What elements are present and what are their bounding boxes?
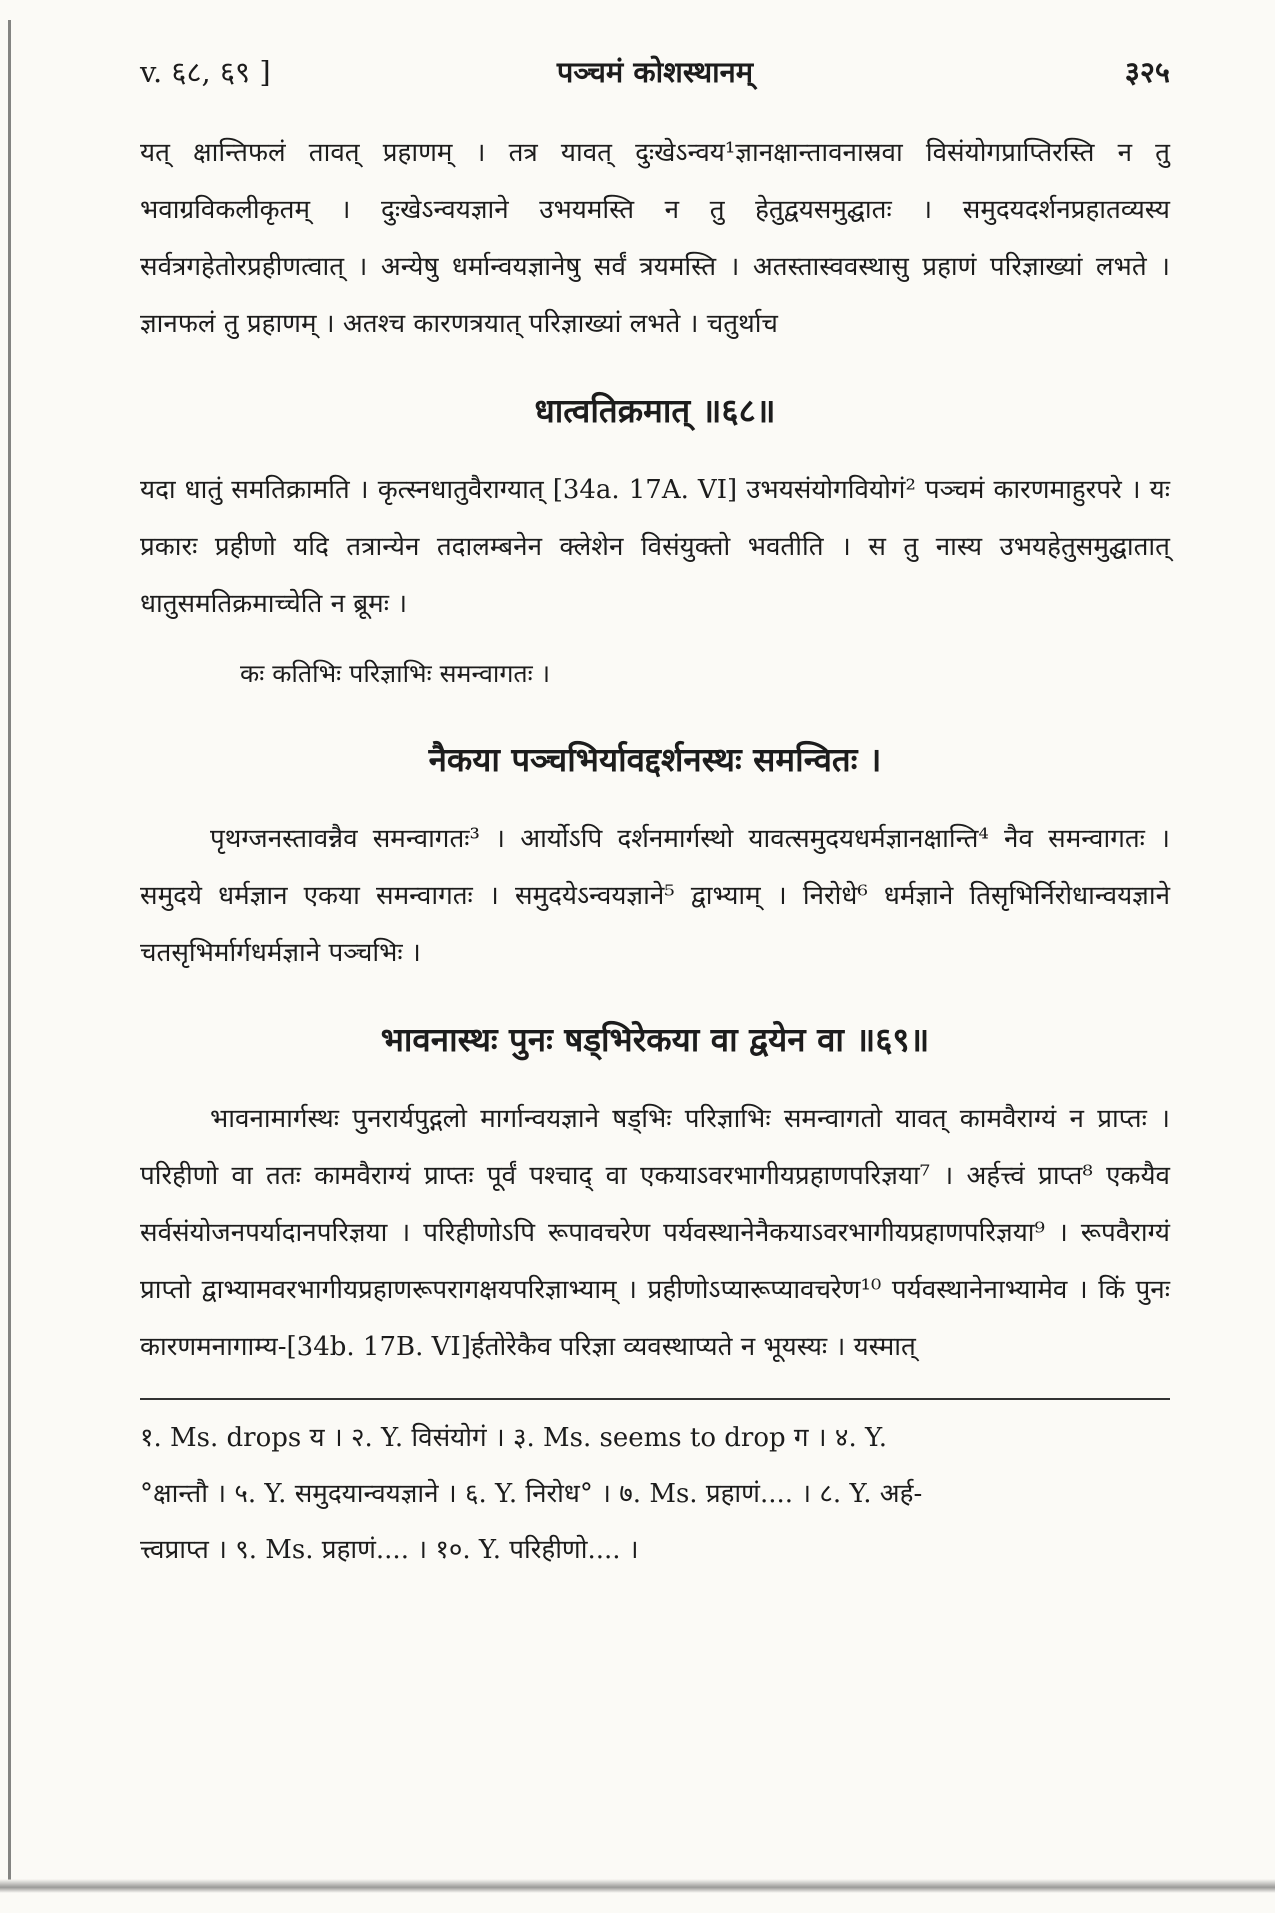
verse-range: v. ६८, ६९ ] [140, 55, 271, 89]
verse-68: धात्वतिक्रमात् ॥६८॥ [534, 391, 776, 430]
footnote-line-1: १. Ms. drops य । २. Y. विसंयोगं । ३. Ms. seems to drop ग । ४. Y. [140, 1423, 888, 1453]
page-bottom-edge [0, 1879, 1275, 1893]
footnote-line-3: त्त्वप्राप्त । ९. Ms. प्रहाणं.... । १०. Y. परिहीणो.... । [140, 1535, 639, 1565]
paragraph-3: पृथग्जनस्तावन्नैव समन्वागतः³ । आर्योऽपि दर्शनमार्गस्थो यावत्समुदयधर्मज्ञानक्षान्ति⁴ नैव समन्वागतः । समुदये धर्मज्ञान एकया समन्वागतः । समुदयेऽन्वयज्ञाने⁵ द्वाभ्याम् । निरोधे⁶ धर्मज्ञाने तिसृभिर्निरोधान्वयज्ञाने चतसृभिर्मार्गधर्मज्ञाने पञ्चभिः । [140, 824, 1170, 968]
paragraph-1: यत् क्षान्तिफलं तावत् प्रहाणम् । तत्र यावत् दुःखेऽन्वय¹ज्ञानक्षान्तावनास्रवा विसंयोगप्राप्तिरस्ति न तु भवाग्रविकलीकृतम् । दुःखेऽन्वयज्ञाने उभयमस्ति न तु हेतुद्वयसमुद्घातः । समुदयदर्शनप्रहातव्यस्य सर्वत्रगहेतोरप्रहीणत्वात् । अन्येषु धर्मान्वयज्ञानेषु सर्वं त्रयमस्ति । अतस्तास्ववस्थासु प्रहाणं परिज्ञाख्यां लभते । ज्ञानफलं तु प्रहाणम् । अतश्च कारणत्रयात् परिज्ञाख्यां लभते । चतुर्थाच [140, 138, 1170, 339]
footnote-rule [140, 1398, 1170, 1400]
question-line: कः कतिभिः परिज्ञाभिः समन्वागतः । [240, 659, 551, 688]
footnote-line-2: °क्षान्तौ । ५. Y. समुदयान्वयज्ञाने । ६. Y. निरोध° । ७. Ms. प्रहाणं.... । ८. Y. अर्ह- [140, 1479, 923, 1509]
page-number: ३२५ [1124, 55, 1170, 89]
chapter-title: पञ्चमं कोशस्थानम् [556, 55, 754, 89]
running-head [140, 52, 1170, 91]
page [140, 52, 1170, 1578]
footnotes [140, 1410, 1170, 1578]
verse-69: भावनास्थः पुनः षड्भिरेकया वा द्वयेन वा ॥६९॥ [380, 1020, 930, 1059]
paragraph-2: यदा धातुं समतिक्रामति । कृत्स्नधातुवैराग्यात् [34a. 17A. VI] उभयसंयोगवियोगं² पञ्चमं कारणमाहुरपरे । यः प्रकारः प्रहीणो यदि तत्रान्येन तदालम्बनेन क्लेशेन विसंयुक्तो भवतीति । स तु नास्य उभयहेतुसमुद्घातात् धातुसमतिक्रमाच्चेति न ब्रूमः । [140, 475, 1170, 619]
binding-margin-mark [8, 20, 31, 1880]
verse-69a: नैकया पञ्चभिर्यावद्दर्शनस्थः समन्वितः । [428, 740, 882, 779]
paragraph-4: भावनामार्गस्थः पुनरार्यपुद्गलो मार्गान्वयज्ञाने षड्भिः परिज्ञाभिः समन्वागतो यावत् कामवैराग्यं न प्राप्तः । परिहीणो वा ततः कामवैराग्यं प्राप्तः पूर्वं पश्चाद् वा एकयाऽवरभागीयप्रहाणपरिज्ञया⁷ । अर्हत्त्वं प्राप्त⁸ एकयैव सर्वसंयोजनपर्यादानपरिज्ञया । परिहीणोऽपि रूपावचरेण पर्यवस्थानेनैकयाऽवरभागीयप्रहाणपरिज्ञया⁹ । रूपवैराग्यं प्राप्तो द्वाभ्यामवरभागीयप्रहाणरूपरागक्षयपरिज्ञाभ्याम् । प्रहीणोऽप्यारूप्यावचरेण¹⁰ पर्यवस्थानेनाभ्यामेव । किं पुनः कारणमनागाम्य-[34b. 17B. VI]र्हतोरेकैव परिज्ञा व्यवस्थाप्यते न भूयस्यः । यस्मात् [140, 1104, 1170, 1362]
